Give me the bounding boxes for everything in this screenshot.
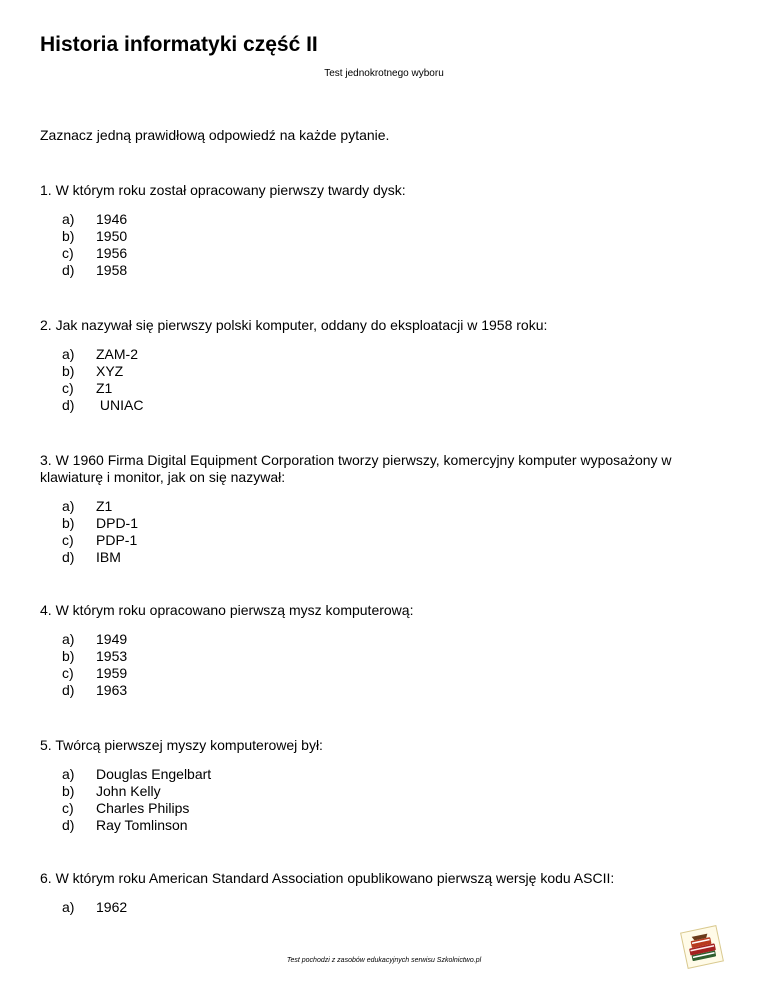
- answer-value: 1949: [96, 631, 128, 647]
- answer-value: UNIAC: [96, 397, 144, 413]
- answer-option: [40, 498, 680, 515]
- answer-value: Douglas Engelbart: [96, 766, 212, 782]
- answer-letter: a): [62, 631, 75, 647]
- answer-letter: c): [62, 532, 74, 548]
- question-2: [40, 317, 680, 414]
- question-5: [40, 737, 680, 834]
- answer-option: [40, 682, 680, 699]
- answer-option: [40, 515, 680, 532]
- page-subtitle: Test jednokrotnego wyboru: [324, 68, 444, 79]
- answer-option: [40, 262, 680, 279]
- answer-letter: c): [62, 665, 74, 681]
- answer-list: [40, 346, 680, 414]
- answer-option: [40, 817, 680, 834]
- answer-letter: b): [62, 783, 75, 799]
- answer-value: 1946: [96, 211, 128, 227]
- answer-list: [40, 211, 680, 279]
- answer-list: [40, 631, 680, 699]
- answer-option: [40, 648, 680, 665]
- answer-list: [40, 498, 680, 566]
- answer-letter: b): [62, 363, 75, 379]
- answer-letter: d): [62, 262, 75, 278]
- answer-letter: b): [62, 648, 75, 664]
- question-4: [40, 602, 680, 699]
- answer-letter: a): [62, 346, 75, 362]
- answer-value: 1963: [96, 682, 128, 698]
- answer-letter: a): [62, 211, 75, 227]
- answer-value: 1959: [96, 665, 128, 681]
- footer-note: Test pochodzi z zasobów edukacyjnych serwisu Szkolnictwo.pl: [286, 957, 482, 964]
- answer-option: [40, 665, 680, 682]
- answer-letter: d): [62, 397, 75, 413]
- answer-value: 1958: [96, 262, 128, 278]
- instruction-text: Zaznacz jedną prawidłową odpowiedź na każde pytanie.: [40, 127, 390, 143]
- answer-letter: a): [62, 498, 75, 514]
- answer-value: Z1: [96, 380, 113, 396]
- answer-value: Ray Tomlinson: [96, 817, 188, 833]
- answer-letter: d): [62, 817, 75, 833]
- question-text: 6. W którym roku American Standard Association opublikowano pierwszą wersję kodu ASCII:: [40, 870, 615, 886]
- answer-letter: c): [62, 800, 74, 816]
- answer-option: [40, 397, 680, 414]
- answer-value: DPD-1: [96, 515, 139, 531]
- answer-value: 1950: [96, 228, 128, 244]
- answer-option: [40, 346, 680, 363]
- answer-value: Z1: [96, 498, 113, 514]
- answer-letter: a): [62, 766, 75, 782]
- question-text: 2. Jak nazywał się pierwszy polski komputer, oddany do eksploatacji w 1958 roku:: [40, 317, 548, 333]
- books-logo-icon: [680, 925, 724, 969]
- answer-value: PDP-1: [96, 532, 138, 548]
- answer-option: [40, 211, 680, 228]
- answer-letter: d): [62, 549, 75, 565]
- answer-letter: b): [62, 228, 75, 244]
- answer-letter: d): [62, 682, 75, 698]
- answer-option: [40, 245, 680, 262]
- answer-option: [40, 228, 680, 245]
- page-title: Historia informatyki część II: [40, 33, 318, 56]
- answer-letter: b): [62, 515, 75, 531]
- answer-option: [40, 532, 680, 549]
- answer-option: [40, 766, 680, 783]
- answer-letter: c): [62, 380, 74, 396]
- answer-value: IBM: [96, 549, 121, 565]
- question-text: 3. W 1960 Firma Digital Equipment Corporation tworzy pierwszy, komercyjny komputer wyposażony w klawiaturę i monitor, jak on się nazywał:: [40, 452, 672, 485]
- answer-option: [40, 363, 680, 380]
- question-text: 4. W którym roku opracowano pierwszą mysz komputerową:: [40, 602, 414, 618]
- answer-option: [40, 631, 680, 648]
- answer-letter: a): [62, 899, 75, 915]
- answer-value: John Kelly: [96, 783, 161, 799]
- answer-option: [40, 899, 680, 916]
- answer-option: [40, 549, 680, 566]
- answer-value: 1953: [96, 648, 128, 664]
- answer-list: [40, 899, 680, 916]
- answer-value: 1956: [96, 245, 128, 261]
- question-3: [40, 452, 680, 566]
- answer-option: [40, 380, 680, 397]
- answer-option: [40, 783, 680, 800]
- question-1: [40, 182, 680, 279]
- answer-letter: c): [62, 245, 74, 261]
- answer-list: [40, 766, 680, 834]
- answer-value: Charles Philips: [96, 800, 190, 816]
- answer-value: XYZ: [96, 363, 124, 379]
- answer-value: ZAM-2: [96, 346, 138, 362]
- question-6: [40, 870, 680, 916]
- question-text: 1. W którym roku został opracowany pierwszy twardy dysk:: [40, 182, 406, 198]
- question-text: 5. Twórcą pierwszej myszy komputerowej był:: [40, 737, 323, 753]
- answer-option: [40, 800, 680, 817]
- answer-value: 1962: [96, 899, 128, 915]
